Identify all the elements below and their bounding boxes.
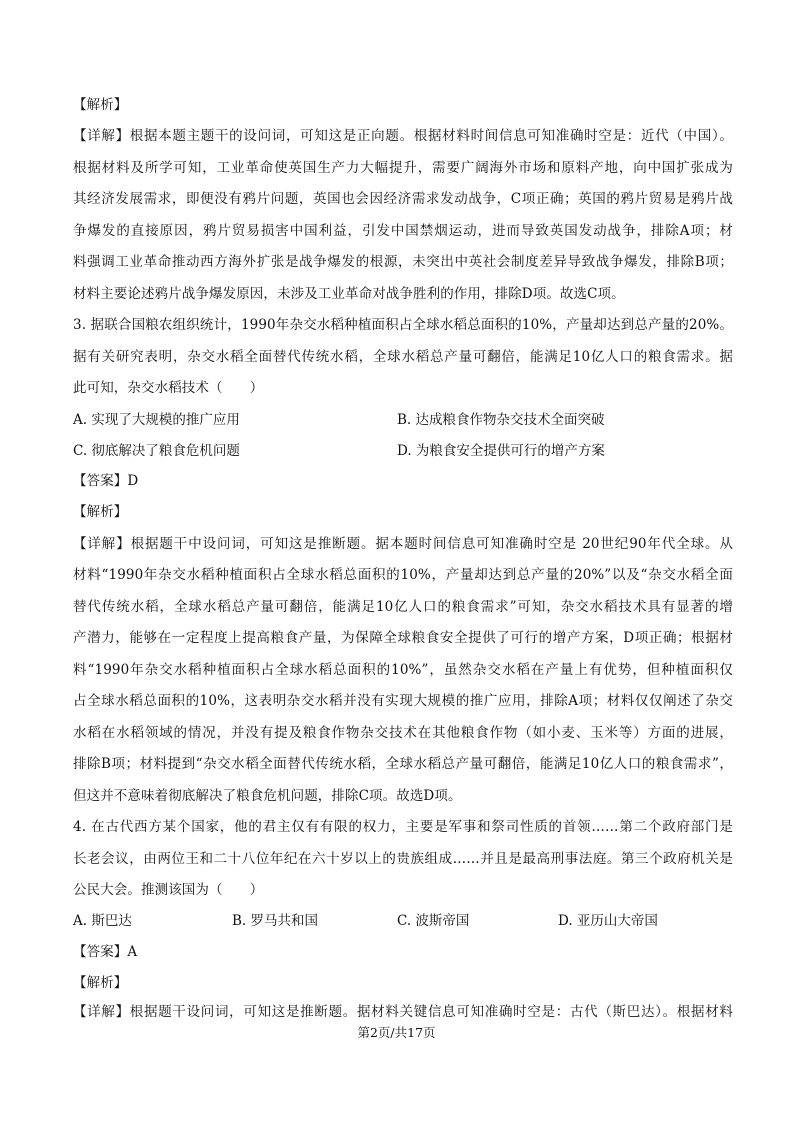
q3-stem-line: 此可知，杂交水稻技术（ ） — [73, 380, 264, 396]
q4-stem-line: 公民大会。推测该国为（ ） — [73, 882, 264, 898]
q4-detail-line: 【详解】根据题干设问词，可知这是推断题。据材料关键信息可知准确时空是：古代（斯巴达）。根据材料 — [73, 1004, 733, 1020]
q2-detail-line: 其经济发展需求，即便没有鸦片问题，英国也会因经济需求发动战争，C项正确；英国的鸦片贸易是鸦片战 — [73, 191, 733, 207]
q2-detail-line: 【详解】根据本题主题干的设问词，可知这是正向题。根据材料时间信息可知准确时空是：近代（中国）。 — [73, 128, 733, 144]
q3-detail-line: 【详解】根据题干中设问词，可知这是推断题。据本题时间信息可知准确时空是 20世纪90年代全球。从 — [73, 536, 733, 552]
q3-option-d: D. 为粮食安全提供可行的增产方案 — [397, 443, 605, 459]
q2-detail-line: 料强调工业革命推动西方海外扩张是战争爆发的根源，未突出中英社会制度差异导致战争爆发，排除B项； — [73, 254, 733, 270]
q3-stem-line: 3. 据联合国粮农组织统计，1990年杂交水稻种植面积占全球水稻总面积的10%，产量却达到总产量的20%。 — [73, 317, 733, 333]
q3-detail-line: 材料“1990年杂交水稻种植面积占全球水稻总面积的10%，产量却达到总产量的20%”以及“杂交水稻全面 — [73, 567, 733, 583]
q3-detail-line: 排除B项；材料提到“杂交水稻全面替代传统水稻，全球水稻总产量可翻倍，能满足10亿人口的粮食需求”， — [73, 756, 733, 772]
q3-stem-line: 据有关研究表明，杂交水稻全面替代传统水稻，全球水稻总产量可翻倍，能满足10亿人口的粮食需求。据 — [73, 349, 733, 365]
q3-detail-line: 水稻在水稻领域的情况，并没有提及粮食作物杂交技术在其他粮食作物（如小麦、玉米等）方面的进展， — [73, 725, 733, 741]
page-number: 第2页/共17页 — [357, 1025, 436, 1040]
q3-option-a: A. 实现了大规模的推广应用 — [73, 412, 240, 428]
q3-detail-line: 产潜力，能够在一定程度上提高粮食产量，为保障全球粮食安全提供了可行的增产方案，D项正确；根据材 — [73, 630, 733, 646]
q4-option-a: A. 斯巴达 — [73, 913, 132, 929]
q4-stem-line: 长老会议，由两位王和二十八位年纪在六十岁以上的贵族组成……并且是最高刑事法庭。第三个政府机关是 — [73, 851, 733, 867]
q3-option-b: B. 达成粮食作物杂交技术全面突破 — [397, 412, 605, 428]
q4-option-b: B. 罗马共和国 — [232, 913, 319, 929]
q2-detail-line: 争爆发的直接原因，鸦片贸易损害中国利益，引发中国禁烟运动，进而导致英国发动战争，排除A项；材 — [73, 223, 733, 239]
analysis-heading: 【解析】 — [73, 97, 128, 113]
q3-option-c: C. 彻底解决了粮食危机问题 — [73, 443, 240, 459]
q4-stem-line: 4. 在古代西方某个国家，他的君主仅有有限的权力，主要是军事和祭司性质的首领……第二个政府部门是 — [73, 819, 733, 835]
q2-detail-line: 材料主要论述鸦片战争爆发原因，未涉及工业革命对战争胜利的作用，排除D项。故选C项。 — [73, 286, 625, 302]
q3-detail-line: 料“1990年杂交水稻种植面积占全球水稻总面积的10%”，虽然杂交水稻在产量上有优势，但种植面积仅 — [73, 662, 733, 678]
q3-detail-line: 替代传统水稻，全球水稻总产量可翻倍，能满足10亿人口的粮食需求”可知，杂交水稻技术具有显著的增 — [73, 599, 733, 615]
q2-detail-line: 根据材料及所学可知，工业革命使英国生产力大幅提升，需要广阔海外市场和原料产地，向中国扩张成为 — [73, 160, 733, 176]
q4-option-d: D. 亚历山大帝国 — [558, 913, 658, 929]
q4-option-c: C. 波斯帝国 — [397, 913, 470, 929]
q3-answer: 【答案】D — [73, 473, 139, 489]
q3-analysis-heading: 【解析】 — [73, 504, 128, 520]
q3-detail-line: 但这并不意味着彻底解决了粮食危机问题，排除C项。故选D项。 — [73, 788, 462, 804]
q4-answer: 【答案】A — [73, 944, 138, 960]
q4-analysis-heading: 【解析】 — [73, 975, 128, 991]
q3-detail-line: 占全球水稻总面积的10%，这表明杂交水稻并没有实现大规模的推广应用，排除A项；材料仅仅阐述了杂交 — [73, 693, 733, 709]
